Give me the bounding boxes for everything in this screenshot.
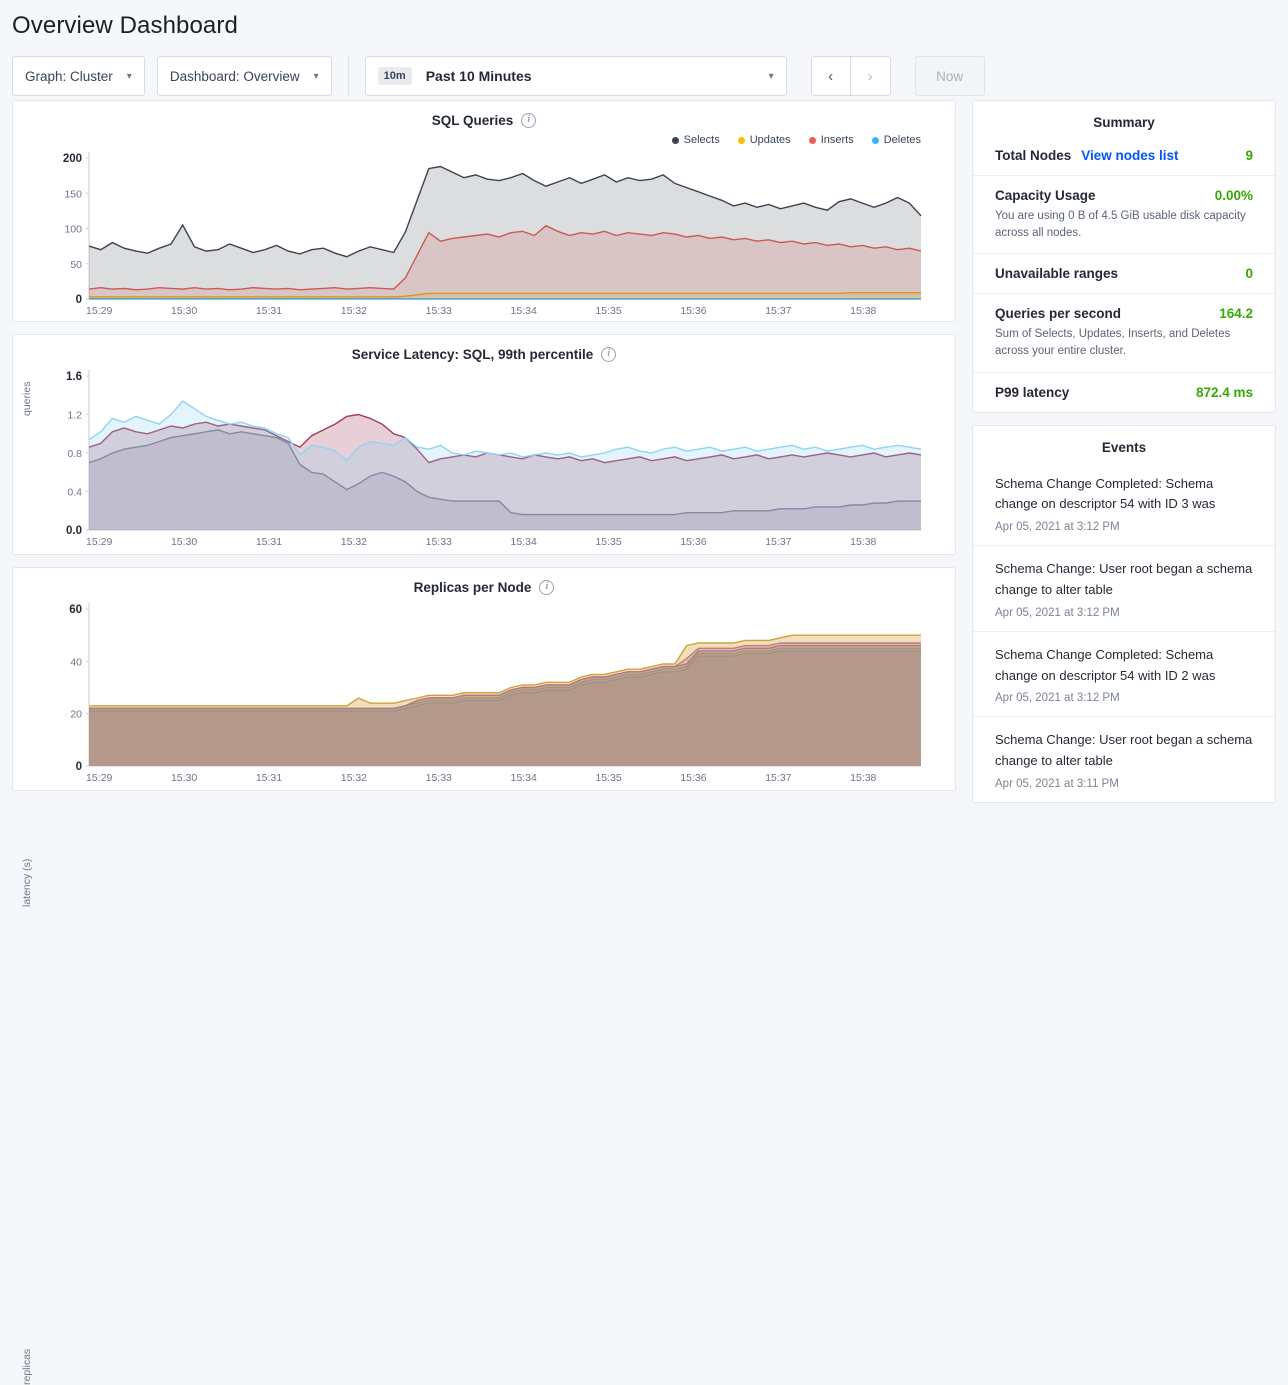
svg-text:15:30: 15:30 — [170, 305, 198, 318]
summary-value: 9 — [1245, 148, 1253, 163]
svg-text:60: 60 — [69, 604, 82, 617]
next-range-button[interactable]: › — [851, 56, 891, 96]
summary-desc: You are using 0 B of 4.5 GiB usable disk capacity across all nodes. — [995, 210, 1246, 239]
event-text: Schema Change Completed: Schema change on descriptor 54 with ID 2 was — [995, 646, 1216, 683]
svg-text:15:34: 15:34 — [510, 772, 537, 785]
svg-text:0.8: 0.8 — [67, 448, 82, 461]
toolbar — [0, 40, 1288, 100]
event-text: Schema Change: User root began a schema change to alter table — [995, 561, 1253, 598]
svg-text:100: 100 — [64, 223, 82, 236]
legend-item-deletes[interactable] — [872, 134, 921, 146]
time-range-badge: 10m — [378, 67, 412, 85]
chart-ylabel: replicas — [21, 1348, 33, 1385]
svg-text:15:38: 15:38 — [850, 305, 877, 318]
event-time: Apr 05, 2021 at 3:12 PM — [995, 606, 1120, 619]
svg-text:50: 50 — [70, 258, 82, 271]
svg-text:15:37: 15:37 — [765, 305, 792, 318]
svg-text:15:29: 15:29 — [86, 772, 113, 785]
chart-title-text: Service Latency: SQL, 99th percentile — [351, 347, 594, 363]
summary-value: 0 — [1245, 266, 1253, 282]
summary-value: 164.2 — [1219, 306, 1253, 322]
svg-text:15:38: 15:38 — [850, 772, 877, 785]
svg-text:15:32: 15:32 — [340, 305, 368, 318]
time-range-picker[interactable] — [365, 56, 787, 96]
summary-value: 872.4 ms — [1195, 384, 1253, 400]
svg-text:15:37: 15:37 — [765, 536, 792, 549]
svg-text:15:33: 15:33 — [425, 772, 452, 785]
list-item[interactable] — [973, 461, 1275, 546]
svg-text:15:33: 15:33 — [425, 305, 452, 318]
prev-range-button[interactable]: ‹ — [811, 56, 851, 96]
chart-title-text: SQL Queries — [431, 113, 514, 128]
event-time: Apr 05, 2021 at 3:12 PM — [995, 692, 1120, 705]
svg-text:15:32: 15:32 — [340, 772, 368, 785]
svg-text:15:30: 15:30 — [170, 772, 198, 785]
chevron-down-icon: ▾ — [126, 70, 132, 82]
chart-title-text: Replicas per Node — [413, 580, 532, 596]
page-title: Overview Dashboard — [12, 12, 238, 39]
view-nodes-list-link[interactable]: View nodes list — [1081, 148, 1179, 163]
svg-text:0.4: 0.4 — [67, 486, 82, 499]
chart-svg-sql-queries — [13, 146, 955, 321]
time-range-label: Past 10 Minutes — [425, 68, 532, 84]
chart-svg-service-latency — [13, 362, 955, 554]
svg-text:0: 0 — [75, 294, 82, 307]
time-nav-group — [811, 56, 891, 96]
charts-column — [12, 100, 956, 1385]
dashboard-select[interactable] — [157, 56, 332, 96]
chart-title-sql-queries — [13, 101, 955, 128]
svg-text:15:32: 15:32 — [340, 536, 368, 549]
summary-label: Queries per second — [995, 306, 1122, 322]
dashboard-select-label: Dashboard: Overview — [169, 68, 300, 84]
legend-item-inserts[interactable] — [809, 134, 854, 146]
legend-label: Deletes — [883, 134, 921, 147]
event-text: Schema Change: User root began a schema change to alter table — [995, 732, 1253, 769]
info-icon[interactable]: i — [521, 113, 536, 128]
svg-text:20: 20 — [70, 708, 82, 721]
summary-label: Total Nodes — [995, 148, 1072, 163]
legend-item-selects[interactable] — [672, 134, 720, 146]
svg-text:1.6: 1.6 — [66, 371, 82, 384]
svg-text:15:38: 15:38 — [850, 536, 877, 549]
toolbar-divider — [348, 56, 349, 96]
chart-ylabel: queries — [21, 381, 33, 417]
legend-sql-queries — [13, 128, 955, 146]
summary-label: P99 latency — [995, 384, 1070, 400]
legend-label: Inserts — [820, 134, 854, 147]
events-title: Events — [1101, 439, 1147, 455]
summary-label: Capacity Usage — [995, 188, 1096, 203]
event-text: Schema Change Completed: Schema change on descriptor 54 with ID 3 was — [995, 475, 1216, 512]
summary-desc: Sum of Selects, Updates, Inserts, and Deletes across your entire cluster. — [995, 328, 1231, 358]
info-icon[interactable]: i — [601, 347, 616, 362]
legend-label: Selects — [683, 134, 720, 147]
svg-text:15:34: 15:34 — [510, 305, 537, 318]
graph-select-label: Graph: Cluster — [25, 68, 113, 84]
chart-title-service-latency — [13, 335, 955, 362]
list-item[interactable] — [973, 716, 1275, 802]
list-item[interactable] — [973, 631, 1275, 717]
svg-text:15:29: 15:29 — [86, 536, 113, 549]
summary-row-capacity-usage — [973, 175, 1275, 253]
side-column — [972, 100, 1276, 815]
legend-label: Updates — [749, 134, 791, 147]
chevron-down-icon: ▾ — [768, 70, 774, 82]
svg-text:15:34: 15:34 — [510, 536, 537, 549]
legend-item-updates[interactable] — [738, 134, 791, 146]
events-panel — [972, 425, 1276, 803]
svg-text:15:35: 15:35 — [595, 536, 622, 549]
summary-title: Summary — [1093, 115, 1155, 130]
svg-text:40: 40 — [70, 656, 82, 669]
dashboard-body — [0, 100, 1288, 1385]
chevron-down-icon: ▾ — [313, 70, 319, 82]
svg-text:15:31: 15:31 — [255, 772, 283, 785]
svg-text:15:35: 15:35 — [595, 305, 622, 318]
svg-text:15:30: 15:30 — [170, 536, 198, 549]
svg-text:15:37: 15:37 — [765, 772, 792, 785]
chart-ylabel: latency (s) — [21, 858, 33, 908]
info-icon[interactable]: i — [539, 580, 554, 595]
event-time: Apr 05, 2021 at 3:12 PM — [995, 521, 1120, 534]
summary-row-queries-per-second — [973, 293, 1275, 371]
svg-text:15:33: 15:33 — [425, 536, 452, 549]
svg-text:0.0: 0.0 — [66, 525, 82, 538]
svg-text:200: 200 — [62, 153, 82, 166]
chart-svg-replicas — [13, 595, 955, 790]
summary-row-total-nodes — [973, 136, 1275, 175]
svg-text:15:31: 15:31 — [255, 536, 283, 549]
summary-panel — [972, 100, 1276, 413]
svg-text:150: 150 — [64, 188, 82, 201]
graph-select[interactable] — [12, 56, 145, 96]
chart-title-replicas — [13, 568, 955, 595]
svg-text:15:36: 15:36 — [680, 305, 707, 318]
now-button[interactable]: Now — [915, 56, 985, 96]
summary-value: 0.00% — [1214, 188, 1253, 203]
svg-text:0: 0 — [75, 761, 82, 774]
svg-text:15:35: 15:35 — [595, 772, 622, 785]
svg-text:15:36: 15:36 — [680, 772, 707, 785]
summary-row-unavailable-ranges — [973, 253, 1275, 293]
summary-label: Unavailable ranges — [995, 266, 1119, 282]
summary-row-p99-latency — [973, 372, 1275, 412]
event-time: Apr 05, 2021 at 3:11 PM — [995, 778, 1119, 791]
svg-text:15:29: 15:29 — [86, 305, 113, 318]
svg-text:1.2: 1.2 — [67, 409, 82, 422]
svg-text:15:31: 15:31 — [255, 305, 283, 318]
list-item[interactable] — [973, 545, 1275, 631]
svg-text:15:36: 15:36 — [680, 536, 707, 549]
